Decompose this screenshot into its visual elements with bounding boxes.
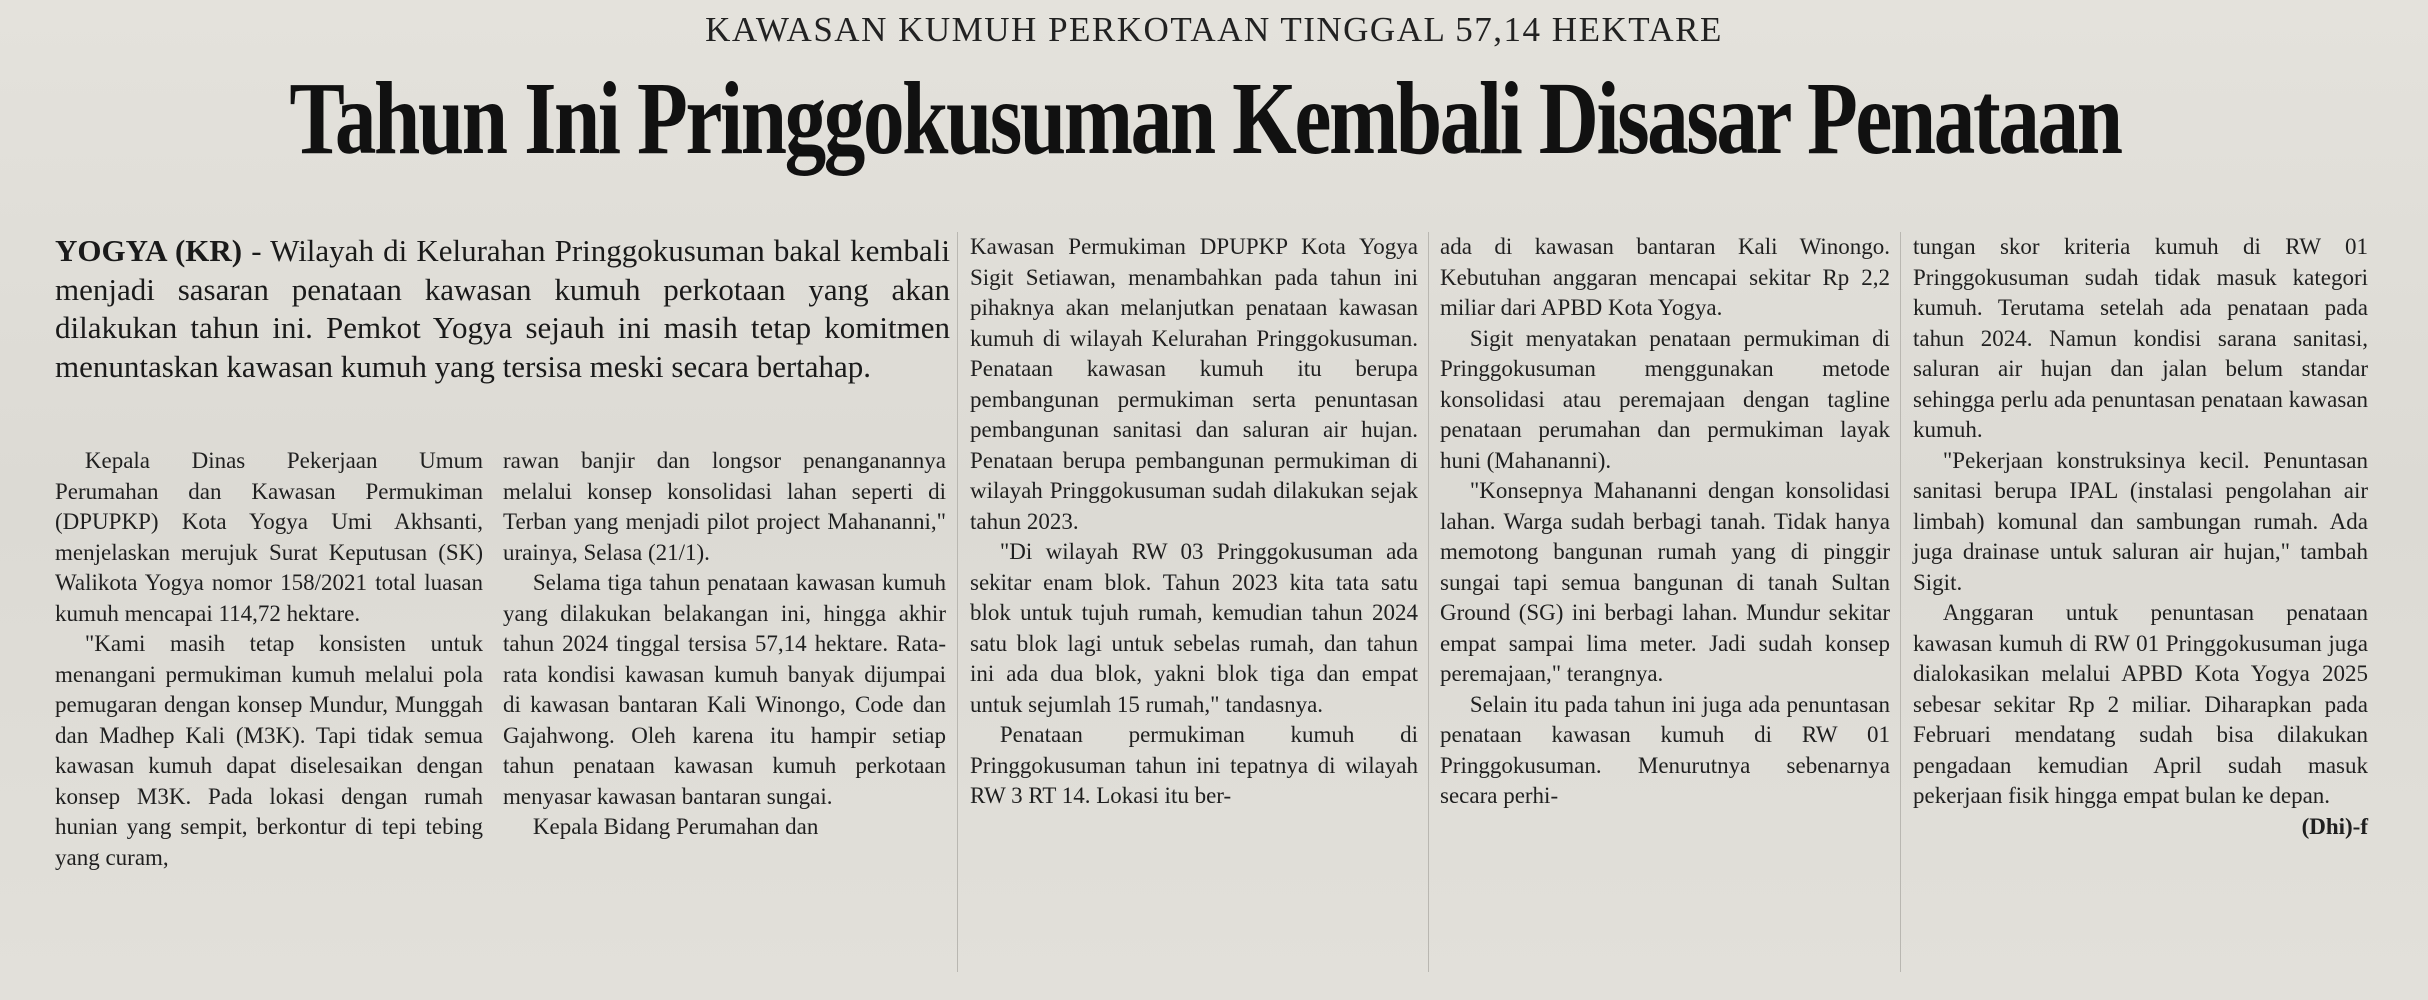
column-divider [957, 232, 958, 972]
lead-dateline: YOGYA (KR) [55, 233, 243, 268]
article-kicker: KAWASAN KUMUH PERKOTAAN TINGGAL 57,14 HEKTARE [705, 10, 1723, 49]
paragraph: Sigit menyatakan penataan permukiman di Pringgokusuman menggunakan metode konsolidasi atau peremajaan dengan tagline penataan perumahan dan permukiman layak huni (Mahananni). [1440, 325, 1890, 473]
column-4 [1440, 232, 1890, 812]
paragraph: rawan banjir dan longsor penanganannya melalui konsep konsolidasi lahan seperti di Terban yang menjadi pilot project Mahananni," urainya, Selasa (21/1). [503, 448, 946, 565]
column-5 [1913, 232, 2368, 842]
column-divider [1900, 232, 1901, 972]
paragraph: Selain itu pada tahun ini juga ada penuntasan penataan kawasan kumuh di RW 01 Pringgokusuman. Menurutnya sebenarnya secara perhi- [1440, 691, 1890, 808]
paragraph: "Pekerjaan konstruksinya kecil. Penuntasan sanitasi berupa IPAL (instalasi pengolahan air limbah) komunal dan sambungan rumah. Ada juga drainase untuk saluran air hujan," tambah Sigit. [1913, 447, 2368, 595]
paragraph: Selama tiga tahun penataan kawasan kumuh yang dilakukan belakangan ini, hingga akhir tahun 2024 tinggal tersisa 57,14 hektare. Rata-rata kondisi kawasan kumuh banyak dijumpai di kawasan bantaran Kali Winongo, Code dan Gajahwong. Oleh karena itu hampir setiap tahun penataan kawasan kumuh perkotaan menyasar kawasan bantaran sungai. [503, 570, 946, 809]
column-1 [55, 446, 483, 873]
lead-text: - Wilayah di Kelurahan Pringgokusuman bakal kembali menjadi sasaran penataan kawasan kumuh perkotaan yang akan dilakukan tahun ini. Pemkot Yogya sejauh ini masih tetap komitmen menuntaskan kawasan kumuh yang tersisa meski secara bertahap. [55, 233, 950, 384]
paragraph: ada di kawasan bantaran Kali Winongo. Kebutuhan anggaran mencapai sekitar Rp 2,2 miliar dari APBD Kota Yogya. [1440, 234, 1890, 320]
article-headline: Tahun Ini Pringgokusuman Kembali Disasar Penataan [289, 61, 2121, 176]
paragraph: "Di wilayah RW 03 Pringgokusuman ada sekitar enam blok. Tahun 2023 kita tata satu blok untuk tujuh rumah, kemudian tahun 2024 satu blok lagi untuk sebelas rumah, dan tahun ini ada dua blok, yakni blok tiga dan empat untuk sejumlah 15 rumah," tandasnya. [970, 539, 1418, 717]
author-signature: (Dhi)-f [2301, 813, 2368, 839]
paragraph-text: Anggaran untuk penuntasan penataan kawasan kumuh di RW 01 Pringgokusuman juga dialokasikan melalui APBD Kota Yogya 2025 sebesar sekitar Rp 2 miliar. Diharapkan pada Februari mendatang sudah bisa dilakukan pengadaan kemudian April sudah masuk pekerjaan fisik hingga empat bulan ke depan. [1913, 600, 2368, 808]
paragraph: Penataan permukiman kumuh di Pringgokusuman tahun ini tepatnya di wilayah RW 3 RT 14. Lokasi itu ber- [970, 722, 1418, 808]
paragraph: Kepala Dinas Pekerjaan Umum Perumahan dan Kawasan Permukiman (DPUPKP) Kota Yogya Umi Akhsanti, menjelaskan merujuk Surat Keputusan (SK) Walikota Yogya nomor 158/2021 total luasan kumuh mencapai 114,72 hektare. [55, 448, 483, 626]
column-2 [503, 446, 946, 843]
paragraph: "Konsepnya Mahananni dengan konsolidasi lahan. Warga sudah berbagi tanah. Tidak hanya memotong bangunan rumah yang di pinggir sungai tapi semua bangunan di tanah Sultan Ground (SG) ini berbagi lahan. Mundur sekitar empat sampai lima meter. Jadi sudah konsep peremajaan," terangnya. [1440, 478, 1890, 686]
column-divider [1428, 232, 1429, 972]
paragraph: Kepala Bidang Perumahan dan [532, 814, 819, 839]
column-3 [970, 232, 1418, 812]
paragraph [1913, 598, 2368, 839]
paragraph: "Kami masih tetap konsisten untuk menangani permukiman kumuh melalui pola pemugaran dengan konsep Mundur, Munggah dan Madhep Kali (M3K). Tapi tidak semua kawasan kumuh dapat diselesaikan dengan konsep M3K. Pada lokasi dengan rumah hunian yang sempit, berkontur di tepi tebing yang curam, [55, 631, 483, 870]
article-lead [55, 232, 950, 386]
paragraph: tungan skor kriteria kumuh di RW 01 Pringgokusuman sudah tidak masuk kategori kumuh. Terutama setelah ada penataan pada tahun 2024. Namun kondisi sarana sanitasi, saluran air hujan dan jalan belum standar sehingga perlu ada penuntasan penataan kawasan kumuh. [1913, 234, 2368, 442]
paragraph: Kawasan Permukiman DPUPKP Kota Yogya Sigit Setiawan, menambahkan pada tahun ini pihaknya akan melanjutkan penataan kawasan kumuh di wilayah Kelurahan Pringgokusuman. Penataan kawasan kumuh itu berupa pembangunan permukiman serta penuntasan pembangunan sanitasi dan saluran air hujan. Penataan berupa pembangunan permukiman di wilayah Pringgokusuman sudah dilakukan sejak tahun 2023. [970, 234, 1418, 534]
